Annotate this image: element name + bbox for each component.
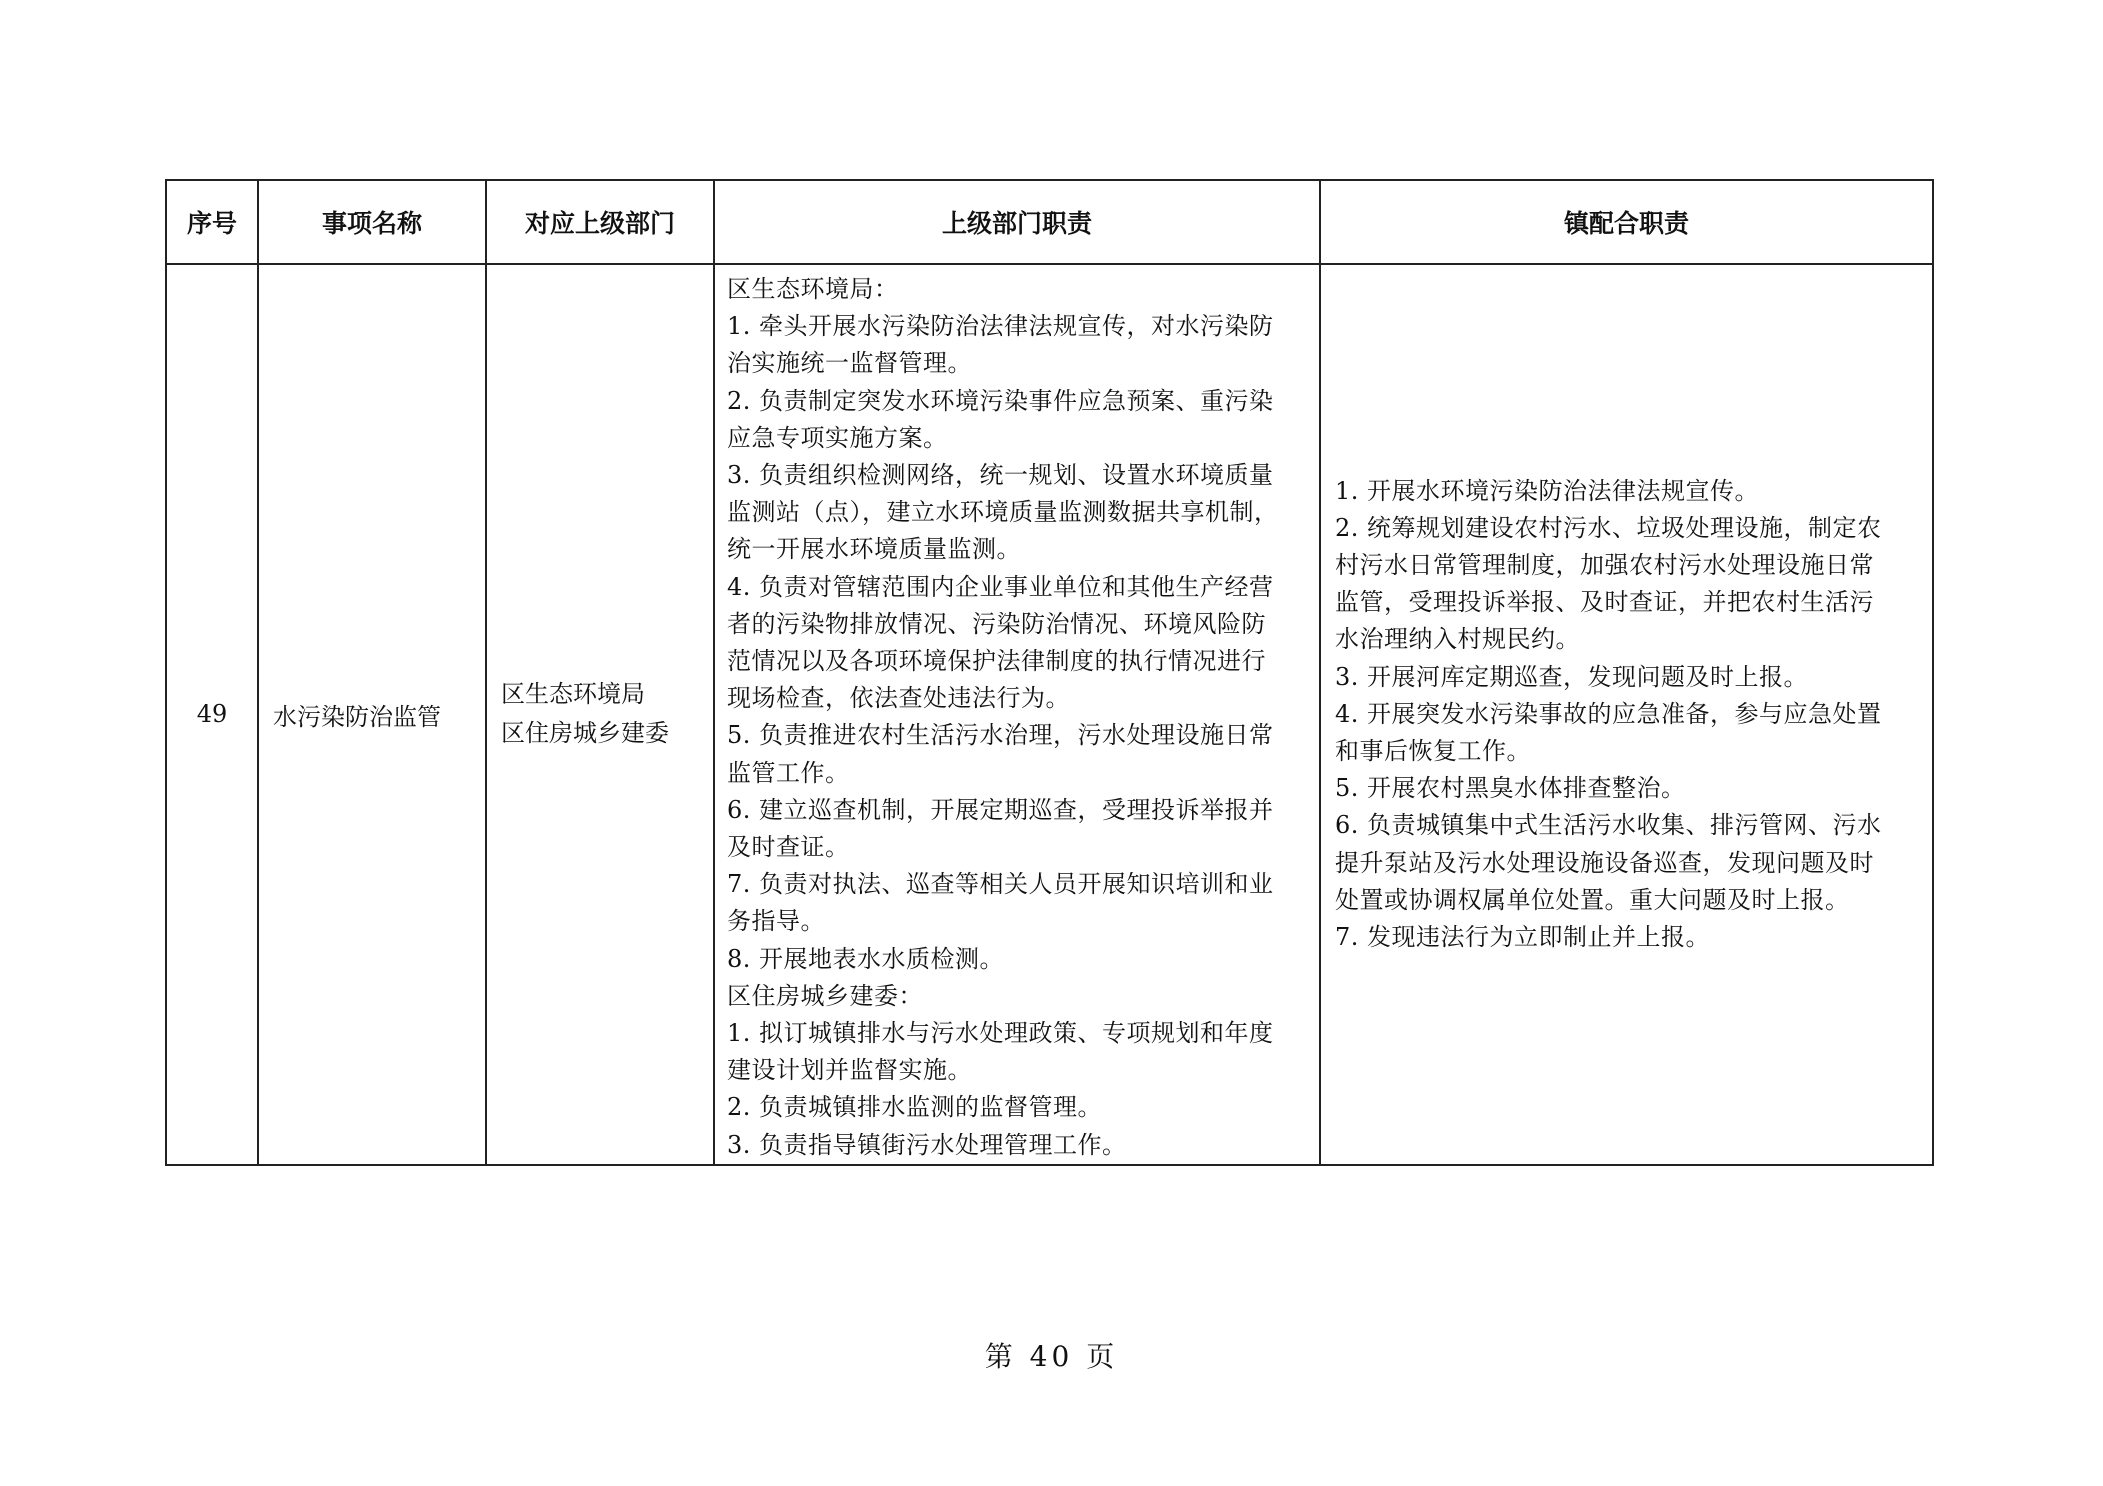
duty-line: 建设计划并监督实施。 (727, 1056, 972, 1085)
duty-line: 5. 负责推进农村生活污水治理，污水处理设施日常 (727, 721, 1274, 750)
header-upper-duties: 上级部门职责 (714, 180, 1320, 264)
duty-line: 6. 建立巡查机制，开展定期巡查，受理投诉举报并 (727, 795, 1274, 824)
duty-line: 4. 开展突发水污染事故的应急准备，参与应急处置 (1335, 699, 1882, 728)
duty-line: 4. 负责对管辖范围内企业事业单位和其他生产经营 (727, 572, 1274, 601)
duty-line: 者的污染物排放情况、污染防治情况、环境风险防 (727, 609, 1266, 638)
duty-line: 村污水日常管理制度，加强农村污水处理设施日常 (1335, 551, 1874, 580)
duty-line: 2. 负责城镇排水监测的监督管理。 (727, 1093, 1103, 1122)
duty-line: 2. 统筹规划建设农村污水、垃圾处理设施，制定农 (1335, 513, 1882, 542)
duty-line: 提升泵站及污水处理设施设备巡查，发现问题及时 (1335, 848, 1874, 877)
header-item-name: 事项名称 (258, 180, 486, 264)
duty-line: 区生态环境局： (727, 275, 899, 303)
duty-line: 应急专项实施方案。 (727, 423, 948, 452)
header-row (166, 180, 1933, 264)
duty-line: 7. 发现违法行为立即制止并上报。 (1335, 923, 1711, 952)
duty-line: 1. 开展水环境污染防治法律法规宣传。 (1335, 476, 1760, 505)
department-line: 区生态环境局 (501, 680, 645, 709)
duty-line: 5. 开展农村黑臭水体排查整治。 (1335, 774, 1686, 803)
duty-line: 和事后恢复工作。 (1335, 737, 1531, 766)
row-departments (486, 264, 714, 1165)
header-town-duties: 镇配合职责 (1320, 180, 1933, 264)
duty-line: 3. 负责指导镇街污水处理管理工作。 (727, 1130, 1127, 1159)
duty-line: 6. 负责城镇集中式生活污水收集、排污管网、污水 (1335, 811, 1882, 840)
row-number: 49 (166, 264, 258, 1165)
row-item-name: 水污染防治监管 (258, 264, 486, 1165)
duty-line: 现场检查，依法查处违法行为。 (727, 684, 1070, 713)
duty-table (165, 179, 1934, 1166)
duty-line: 处置或协调权属单位处置。重大问题及时上报。 (1335, 885, 1850, 914)
page-number: 第 40 页 (984, 1340, 1119, 1373)
duty-line: 务指导。 (727, 907, 825, 936)
duty-line: 治实施统一监督管理。 (727, 349, 972, 378)
duty-line: 区住房城乡建委： (727, 981, 923, 1010)
row-town-duties (1320, 264, 1933, 1165)
duty-line: 监测站（点），建立水环境质量监测数据共享机制， (727, 498, 1279, 527)
duty-line: 3. 开展河库定期巡查，发现问题及时上报。 (1335, 662, 1809, 691)
duty-line: 水治理纳入村规民约。 (1335, 625, 1580, 654)
department-line: 区住房城乡建委 (501, 719, 669, 748)
duty-line: 2. 负责制定突发水环境污染事件应急预案、重污染 (727, 386, 1274, 415)
duty-line: 监管，受理投诉举报、及时查证，并把农村生活污 (1335, 588, 1874, 617)
duty-line: 8. 开展地表水水质检测。 (727, 944, 1005, 973)
table-row (166, 264, 1933, 1165)
duty-line: 3. 负责组织检测网络，统一规划、设置水环境质量 (727, 461, 1274, 490)
duty-line: 1. 牵头开展水污染防治法律法规宣传，对水污染防 (727, 312, 1274, 341)
duty-line: 1. 拟订城镇排水与污水处理政策、专项规划和年度 (727, 1019, 1274, 1048)
header-number: 序号 (166, 180, 258, 264)
duty-line: 统一开展水环境质量监测。 (727, 535, 1021, 564)
row-upper-duties (714, 264, 1320, 1165)
header-department: 对应上级部门 (486, 180, 714, 264)
duty-line: 范情况以及各项环境保护法律制度的执行情况进行 (727, 647, 1266, 676)
duty-line: 监管工作。 (727, 758, 850, 787)
duty-line: 7. 负责对执法、巡查等相关人员开展知识培训和业 (727, 870, 1274, 899)
duty-line: 及时查证。 (727, 833, 850, 862)
